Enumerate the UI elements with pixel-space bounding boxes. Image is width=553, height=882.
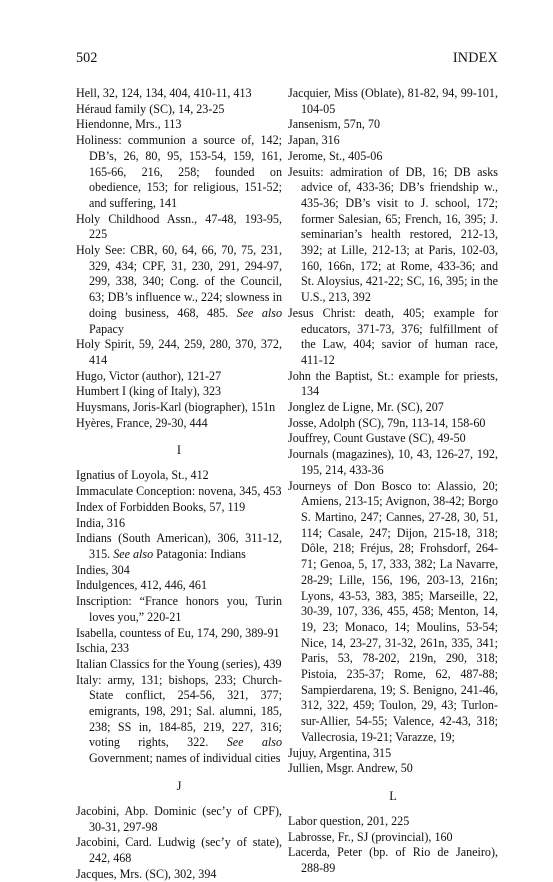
- index-entry: Huysmans, Joris-Karl (biographer), 151n: [76, 400, 276, 415]
- index-entry: Jullien, Msgr. Andrew, 50: [288, 761, 413, 776]
- index-entry: Hugo, Victor (author), 121-27: [76, 368, 222, 383]
- index-letter-heading: L: [389, 788, 397, 803]
- index-entry: Holy See: CBR, 60, 64, 66, 70, 75, 231, 329, 434; CPF, 31, 230, 291, 294-97, 299, 338, 340; Cong. of the Council, 63; DB’s influence w., 224; slowness in doing business, 468, 485. See also Papacy: [76, 243, 283, 336]
- index-entry: Isabella, countess of Eu, 174, 290, 389-91: [76, 625, 280, 640]
- index-entry: Indulgences, 412, 446, 461: [76, 578, 207, 593]
- see-also-reference: See also: [113, 546, 154, 561]
- page-header: [76, 50, 498, 70]
- index-column-right: [288, 86, 498, 877]
- index-entry: Jesuits: admiration of DB, 16; DB asks advice of, 433-36; DB’s friendship w., 435-36; DB’s visit to J. school, 172; former Salesian, 65; French, 16, 395; J. seminarian’s health restored, 212-13, 392; at Lille, 212-13; at Paris, 102-03, 160, 166n, 172; at Rome, 433-36; and St. Aloysius, 421-22; SC, 16, 395; in the U.S., 213, 392: [288, 164, 498, 305]
- index-entry: Jacques, Mrs. (SC), 302, 394: [76, 866, 217, 881]
- index-entry: Hell, 32, 124, 134, 404, 410-11, 413: [76, 86, 252, 100]
- page-number: 502: [76, 50, 98, 66]
- index-entry: Labrosse, Fr., SJ (provincial), 160: [288, 829, 453, 844]
- index-entry: Holy Spirit, 59, 244, 259, 280, 370, 372, 414: [76, 337, 282, 367]
- index-entry: Inscription: “France honors you, Turin loves you,” 220-21: [76, 594, 282, 624]
- index-entry: Jacobini, Card. Ludwig (sec’y of state), 242, 468: [76, 835, 282, 865]
- index-entry: Jouffrey, Count Gustave (SC), 49-50: [288, 431, 466, 446]
- index-entry: Jujuy, Argentina, 315: [288, 745, 392, 760]
- index-column-left: [76, 86, 282, 882]
- index-entry: Hyères, France, 29-30, 444: [76, 415, 208, 430]
- index-entry: Labor question, 201, 225: [288, 813, 410, 828]
- index-entry: Index of Forbidden Books, 57, 119: [76, 499, 246, 514]
- index-entry: Jacobini, Abp. Dominic (sec’y of CPF), 30-31, 297-98: [76, 803, 282, 834]
- index-entry: Holy Childhood Assn., 47-48, 193-95, 225: [76, 211, 282, 242]
- index-entry: Jacquier, Miss (Oblate), 81-82, 94, 99-101, 104-05: [288, 86, 498, 116]
- index-entry: Humbert I (king of Italy), 323: [76, 384, 222, 399]
- index-entry: Indians (South American), 306, 311-12, 315. See also Patagonia: Indians: [76, 531, 282, 561]
- index-entry: Jonglez de Ligne, Mr. (SC), 207: [288, 400, 444, 415]
- index-entry: Hiendonne, Mrs., 113: [76, 117, 182, 132]
- see-also-reference: See also: [236, 305, 283, 320]
- index-entry: Holiness: communion a source of, 142; DB’s, 26, 80, 95, 153-54, 159, 161, 165-66, 216, 258; founded on obedience, 153; for religious, 151-52; and suffering, 141: [76, 133, 282, 210]
- section-title: INDEX: [452, 50, 498, 66]
- index-entry: Josse, Adolph (SC), 79n, 113-14, 158-60: [288, 415, 486, 430]
- index-entry: Journals (magazines), 10, 43, 126-27, 192, 195, 214, 433-36: [288, 447, 498, 477]
- index-entry: Indies, 304: [76, 562, 130, 577]
- index-entry: India, 316: [76, 515, 126, 530]
- index-entry: Italian Classics for the Young (series), 439: [76, 656, 282, 671]
- index-entry: Héraud family (SC), 14, 23-25: [76, 101, 225, 116]
- see-also-reference: See also: [226, 735, 282, 750]
- index-entry: Lacerda, Peter (bp. of Rio de Janeiro), 288-89: [288, 845, 498, 876]
- index-entry: Jerome, St., 405-06: [288, 148, 383, 163]
- index-entry: Italy: army, 131; bishops, 233; Church-State conflict, 254-56, 321, 377; emigrants, 198, 291; Sal. alumni, 185, 238; SS in, 184-85, 219, 227, 316; voting rights, 322. See also Government; names of individual cities: [76, 672, 282, 766]
- index-entry: Japan, 316: [288, 133, 340, 148]
- index-letter-heading: I: [176, 443, 182, 458]
- index-entry: Journeys of Don Bosco to: Alassio, 20; Amiens, 213-15; Avignon, 38-42; Borgo S. Martino, 247; Cannes, 27-28, 30, 51, 114; Casale, 247; Dijon, 215-18, 318; Dôle, 218; Fréjus, 28; Frohsdorf, 264-71; Genoa, 5, 17, 333, 382; La Navarre, 28-29; Lille, 156, 196, 203-13, 216n; Lyons, 43-53, 383, 385; Marseille, 22, 30-39, 107, 336, 455, 458; Menton, 14, 19, 23; Monaco, 14; Moulins, 53-54; Nice, 14, 23-27, 31-32, 261n, 335, 341; Paris, 53, 78-202, 219n, 290, 318; Pistoia, 235-37; Rome, 62, 487-88; Sampierdarena, 19; S. Benigno, 241-46, 312, 322, 459; Toulon, 29, 43; Turlon-sur-Allier, 54-55; Valence, 42-43, 318; Vallecrosia, 19-21; Varazze, 19;: [288, 478, 498, 744]
- index-letter-heading: J: [176, 778, 182, 793]
- index-entry: Ignatius of Loyola, St., 412: [76, 468, 209, 483]
- index-entry: John the Baptist, St.: example for priests, 134: [288, 368, 498, 399]
- index-entry: Jesus Christ: death, 405; example for educators, 371-73, 376; fulfillment of the Law, 404; savior of human race, 411-12: [288, 305, 498, 367]
- index-entry: Ischia, 233: [76, 641, 130, 656]
- index-entry: Immaculate Conception: novena, 345, 453: [76, 484, 282, 499]
- index-entry: Jansenism, 57n, 70: [288, 117, 381, 132]
